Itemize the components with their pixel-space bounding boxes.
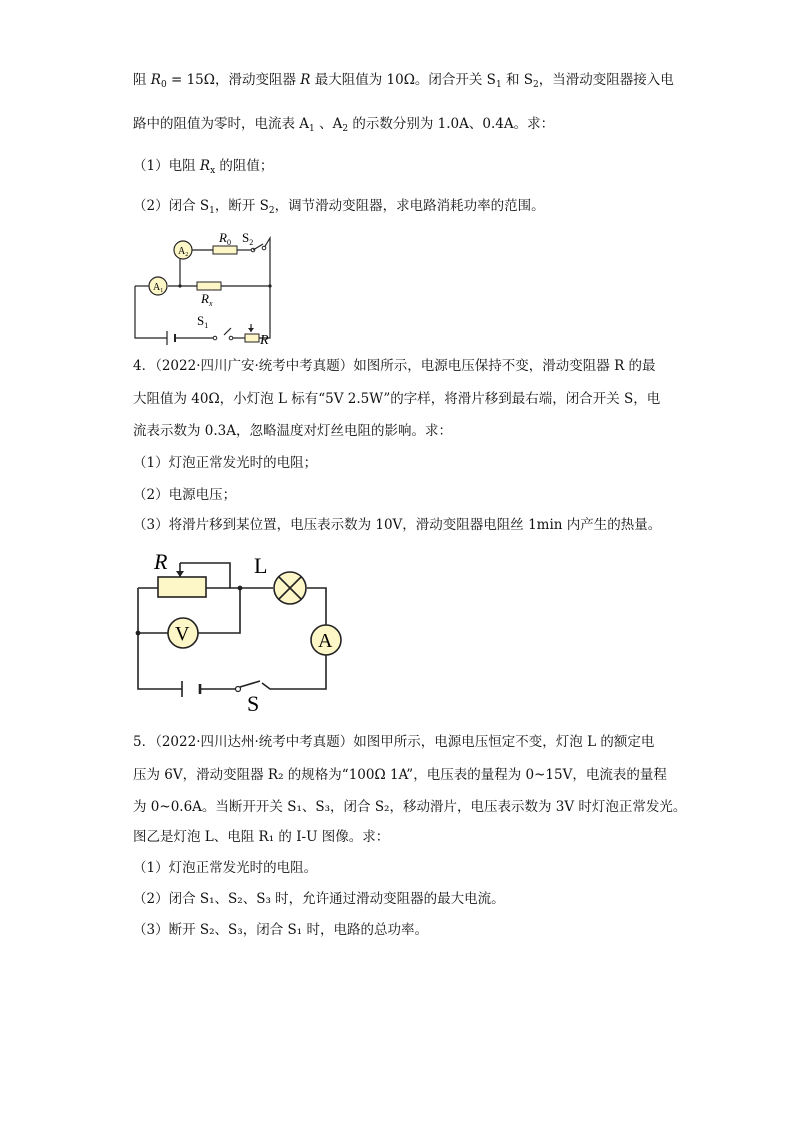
- q5-text-line-2: 压为 6V，滑动变阻器 R₂ 的规格为“100Ω 1A”，电压表的量程为 0~15V，电流表的量程: [133, 767, 667, 783]
- q3-text-line-2: 路中的阻值为零时，电流表 $A_1$ 、$A_2$ 的示数分别为 1.0A、0.4A。求：: [133, 116, 555, 134]
- q5-text-line-4: 图乙是灯泡 L、电阻 R₁ 的 I-U 图像。求：: [133, 829, 390, 845]
- svg-text:L: L: [254, 553, 268, 578]
- svg-text:S2: $S_2$: [242, 230, 254, 247]
- svg-text:V: V: [175, 623, 190, 645]
- q3-text-line-1: 阻 $R_0 = 15\Omega$，滑动变阻器 R 最大阻值为 10Ω。闭合开关 $S_1$ 和 $S_2$，当滑动变阻器接入电: [133, 72, 674, 90]
- svg-text:R: R: [260, 333, 269, 348]
- rheostat-r-icon: [158, 577, 206, 597]
- q5-text-line-3: 为 0~0.6A。当断开开关 S₁、S₃，闭合 S₂，移动滑片，电压表示数为 3V 时灯泡正常发光。: [133, 799, 687, 815]
- svg-text:S1: $S_1$: [197, 313, 209, 330]
- q5-item-2: （2）闭合 S₁、S₂、S₃ 时，允许通过滑动变阻器的最大电流。: [133, 891, 505, 907]
- q3-circuit-diagram: [125, 228, 285, 348]
- resistor-rx-icon: [197, 282, 221, 290]
- q4-text-line-1: 4．（2022·四川广安·统考中考真题）如图所示，电源电压保持不变，滑动变阻器 R 的最: [133, 358, 656, 374]
- q4-item-1: （1）灯泡正常发光时的电阻；: [133, 455, 318, 471]
- q4-circuit-diagram: [130, 545, 350, 715]
- svg-text:R: R: [154, 549, 168, 574]
- resistor-r0-icon: [213, 246, 237, 254]
- svg-text:A: A: [318, 630, 333, 652]
- rheostat-r-icon: [245, 334, 259, 342]
- q3-item-2: （2）闭合 $S_1$，断开 $S_2$，调节滑动变阻器，求电路消耗功率的范围。: [133, 198, 545, 216]
- q5-text-line-1: 5．（2022·四川达州·统考中考真题）如图甲所示，电源电压恒定不变，灯泡 L 的额定电: [133, 734, 655, 750]
- svg-text:Rx: $R_x$: [201, 291, 213, 308]
- q5-item-3: （3）断开 S₂、S₃，闭合 S₁ 时，电路的总功率。: [133, 922, 428, 938]
- q4-item-2: （2）电源电压；: [133, 487, 237, 503]
- svg-text:A2: $A_2$: [178, 246, 189, 258]
- q4-text-line-3: 流表示数为 0.3A，忽略温度对灯丝电阻的影响。求：: [133, 423, 453, 439]
- svg-text:R0: $R_0$: [219, 230, 231, 247]
- svg-text:S: S: [247, 691, 260, 715]
- svg-text:A1: $A_1$: [153, 282, 164, 294]
- q4-item-3: （3）将滑片移到某位置，电压表示数为 10V，滑动变阻器电阻丝 1min 内产生的热量。: [133, 517, 662, 533]
- q3-item-1: （1）电阻 $R_x$ 的阻值；: [133, 158, 274, 176]
- q5-item-1: （1）灯泡正常发光时的电阻。: [133, 860, 318, 876]
- q4-text-line-2: 大阻值为 40Ω，小灯泡 L 标有“5V 2.5W”的字样，将滑片移到最右端，闭合开关 S，电: [133, 391, 661, 407]
